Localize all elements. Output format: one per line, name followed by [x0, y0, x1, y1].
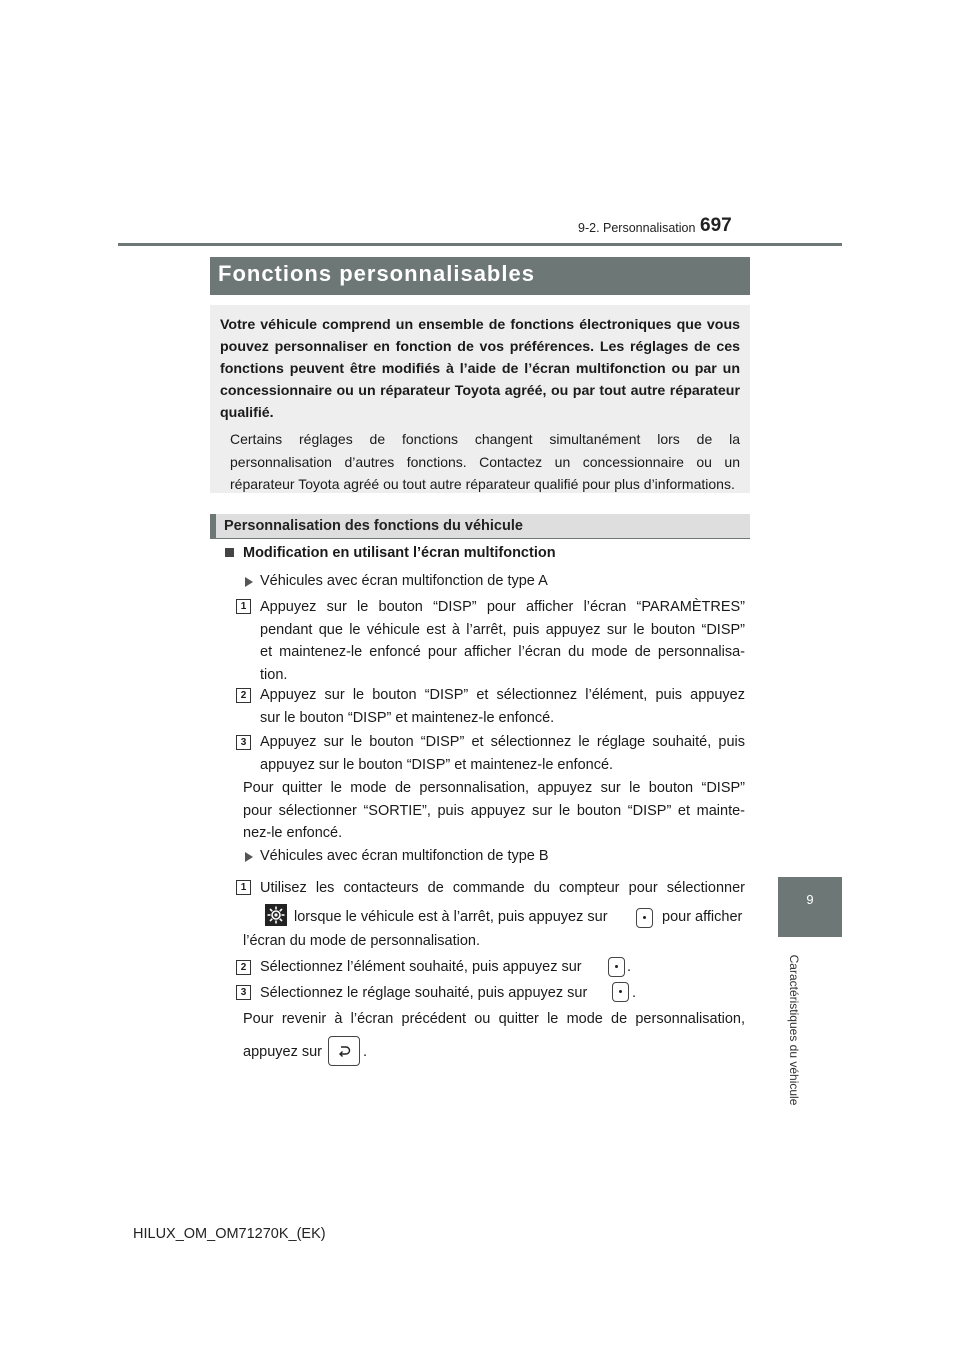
back-end: . — [363, 1044, 368, 1060]
chapter-tab: 9 — [778, 877, 842, 937]
ok-button-icon — [612, 982, 629, 1002]
text-line: nez-le enfoncé. — [243, 825, 343, 841]
text-line: Appuyez sur le bouton “DISP” et sélectionnez l’élément, puis appuyez — [260, 687, 745, 703]
triangle-bullet-icon — [245, 852, 253, 862]
page-title: Fonctions personnalisables — [218, 261, 535, 286]
text-line: Appuyez sur le bouton “DISP” et sélectionnez le réglage souhaité, puis — [260, 734, 745, 750]
subsection-title: Personnalisation des fonctions du véhicule — [224, 518, 523, 534]
title-bar — [210, 257, 750, 295]
square-bullet-icon — [225, 548, 234, 557]
page-number: 697 — [700, 215, 732, 236]
subsection-bar — [210, 514, 216, 538]
step-b3-end: . — [632, 985, 637, 1001]
triangle-bullet-icon — [245, 577, 253, 587]
text-line: Pour quitter le mode de personnalisation, appuyez sur le bouton “DISP” — [243, 780, 745, 796]
step-number-2: 2 — [236, 960, 251, 975]
step-b3-text: Sélectionnez le réglage souhaité, puis appuyez sur — [260, 985, 588, 1001]
intro-box — [210, 305, 750, 493]
chapter-title-vertical — [776, 945, 812, 1115]
subsection-header — [210, 514, 750, 539]
back-button-icon — [328, 1036, 360, 1066]
header-rule — [118, 243, 842, 246]
step-number-1: 1 — [236, 880, 251, 895]
section-heading: 9-2. Personnalisation — [578, 221, 696, 235]
step-b1-line2b: pour afficher — [662, 909, 743, 925]
type-a-label: Véhicules avec écran multifonction de type A — [260, 573, 548, 589]
step-b1-line1: Utilisez les contacteurs de commande du compteur pour sélectionner — [260, 880, 745, 896]
step-number-2: 2 — [236, 688, 251, 703]
step-number-1: 1 — [236, 599, 251, 614]
text-line: tion. — [260, 666, 288, 683]
step-b2-end: . — [627, 959, 632, 975]
text-line: pour sélectionner “SORTIE”, puis appuyez sur le bouton “DISP” et mainte- — [243, 802, 745, 819]
text-line: pendant que le véhicule est à l’arrêt, puis appuyez sur le bouton “DISP” — [260, 621, 745, 638]
text-line: sur le bouton “DISP” et maintenez-le enfoncé. — [260, 709, 555, 726]
intro-note-text: Certains réglages de fonctions changent simultanément lors de la personnalisation d’autres fonctions. Contactez un concessionnaire ou un réparateur Toyota agréé ou tout autre réparateur qualifié pour plus d’informations. — [230, 431, 740, 492]
text-line: Appuyez sur le bouton “DISP” pour afficher l’écran “PARAMÈTRES” — [260, 599, 745, 615]
type-b-label: Véhicules avec écran multifonction de type B — [260, 848, 549, 864]
back-line1: Pour revenir à l’écran précédent ou quitter le mode de personnalisation, — [243, 1011, 745, 1027]
step-a2-text — [260, 684, 745, 729]
exit-instructions — [243, 777, 745, 845]
step-a1-text — [260, 596, 745, 686]
intro-bold-text: Votre véhicule comprend un ensemble de fonctions électroniques que vous pouvez personnaliser en fonction de vos préférences. Les réglages de ces fonctions peuvent être modifiés à l’aide de l’écran multifonction ou par un concessionnaire ou un réparateur Toyota agréé, ou par tout autre réparateur qualifié. — [220, 317, 740, 421]
ok-button-icon — [636, 908, 653, 928]
settings-gear-icon — [265, 904, 287, 926]
step-b1-line2a: lorsque le véhicule est à l’arrêt, puis appuyez sur — [294, 909, 608, 925]
text-line: et maintenez-le enfoncé pour afficher l’écran du mode de personnalisa- — [260, 644, 745, 660]
chapter-title: Caractéristiques du véhicule — [787, 954, 801, 1106]
step-number-3: 3 — [236, 985, 251, 1000]
step-a3-text — [260, 731, 745, 776]
text-line: appuyez sur le bouton “DISP” et maintenez-le enfoncé. — [260, 756, 614, 773]
modification-title: Modification en utilisant l’écran multifonction — [243, 545, 556, 561]
document-code: HILUX_OM_OM71270K_(EK) — [133, 1226, 326, 1242]
step-b1-line3: l’écran du mode de personnalisation. — [243, 933, 480, 949]
step-number-3: 3 — [236, 735, 251, 750]
ok-button-icon — [608, 957, 625, 977]
back-line2: appuyez sur — [243, 1044, 322, 1060]
step-b2-text: Sélectionnez l’élément souhaité, puis appuyez sur — [260, 959, 582, 975]
